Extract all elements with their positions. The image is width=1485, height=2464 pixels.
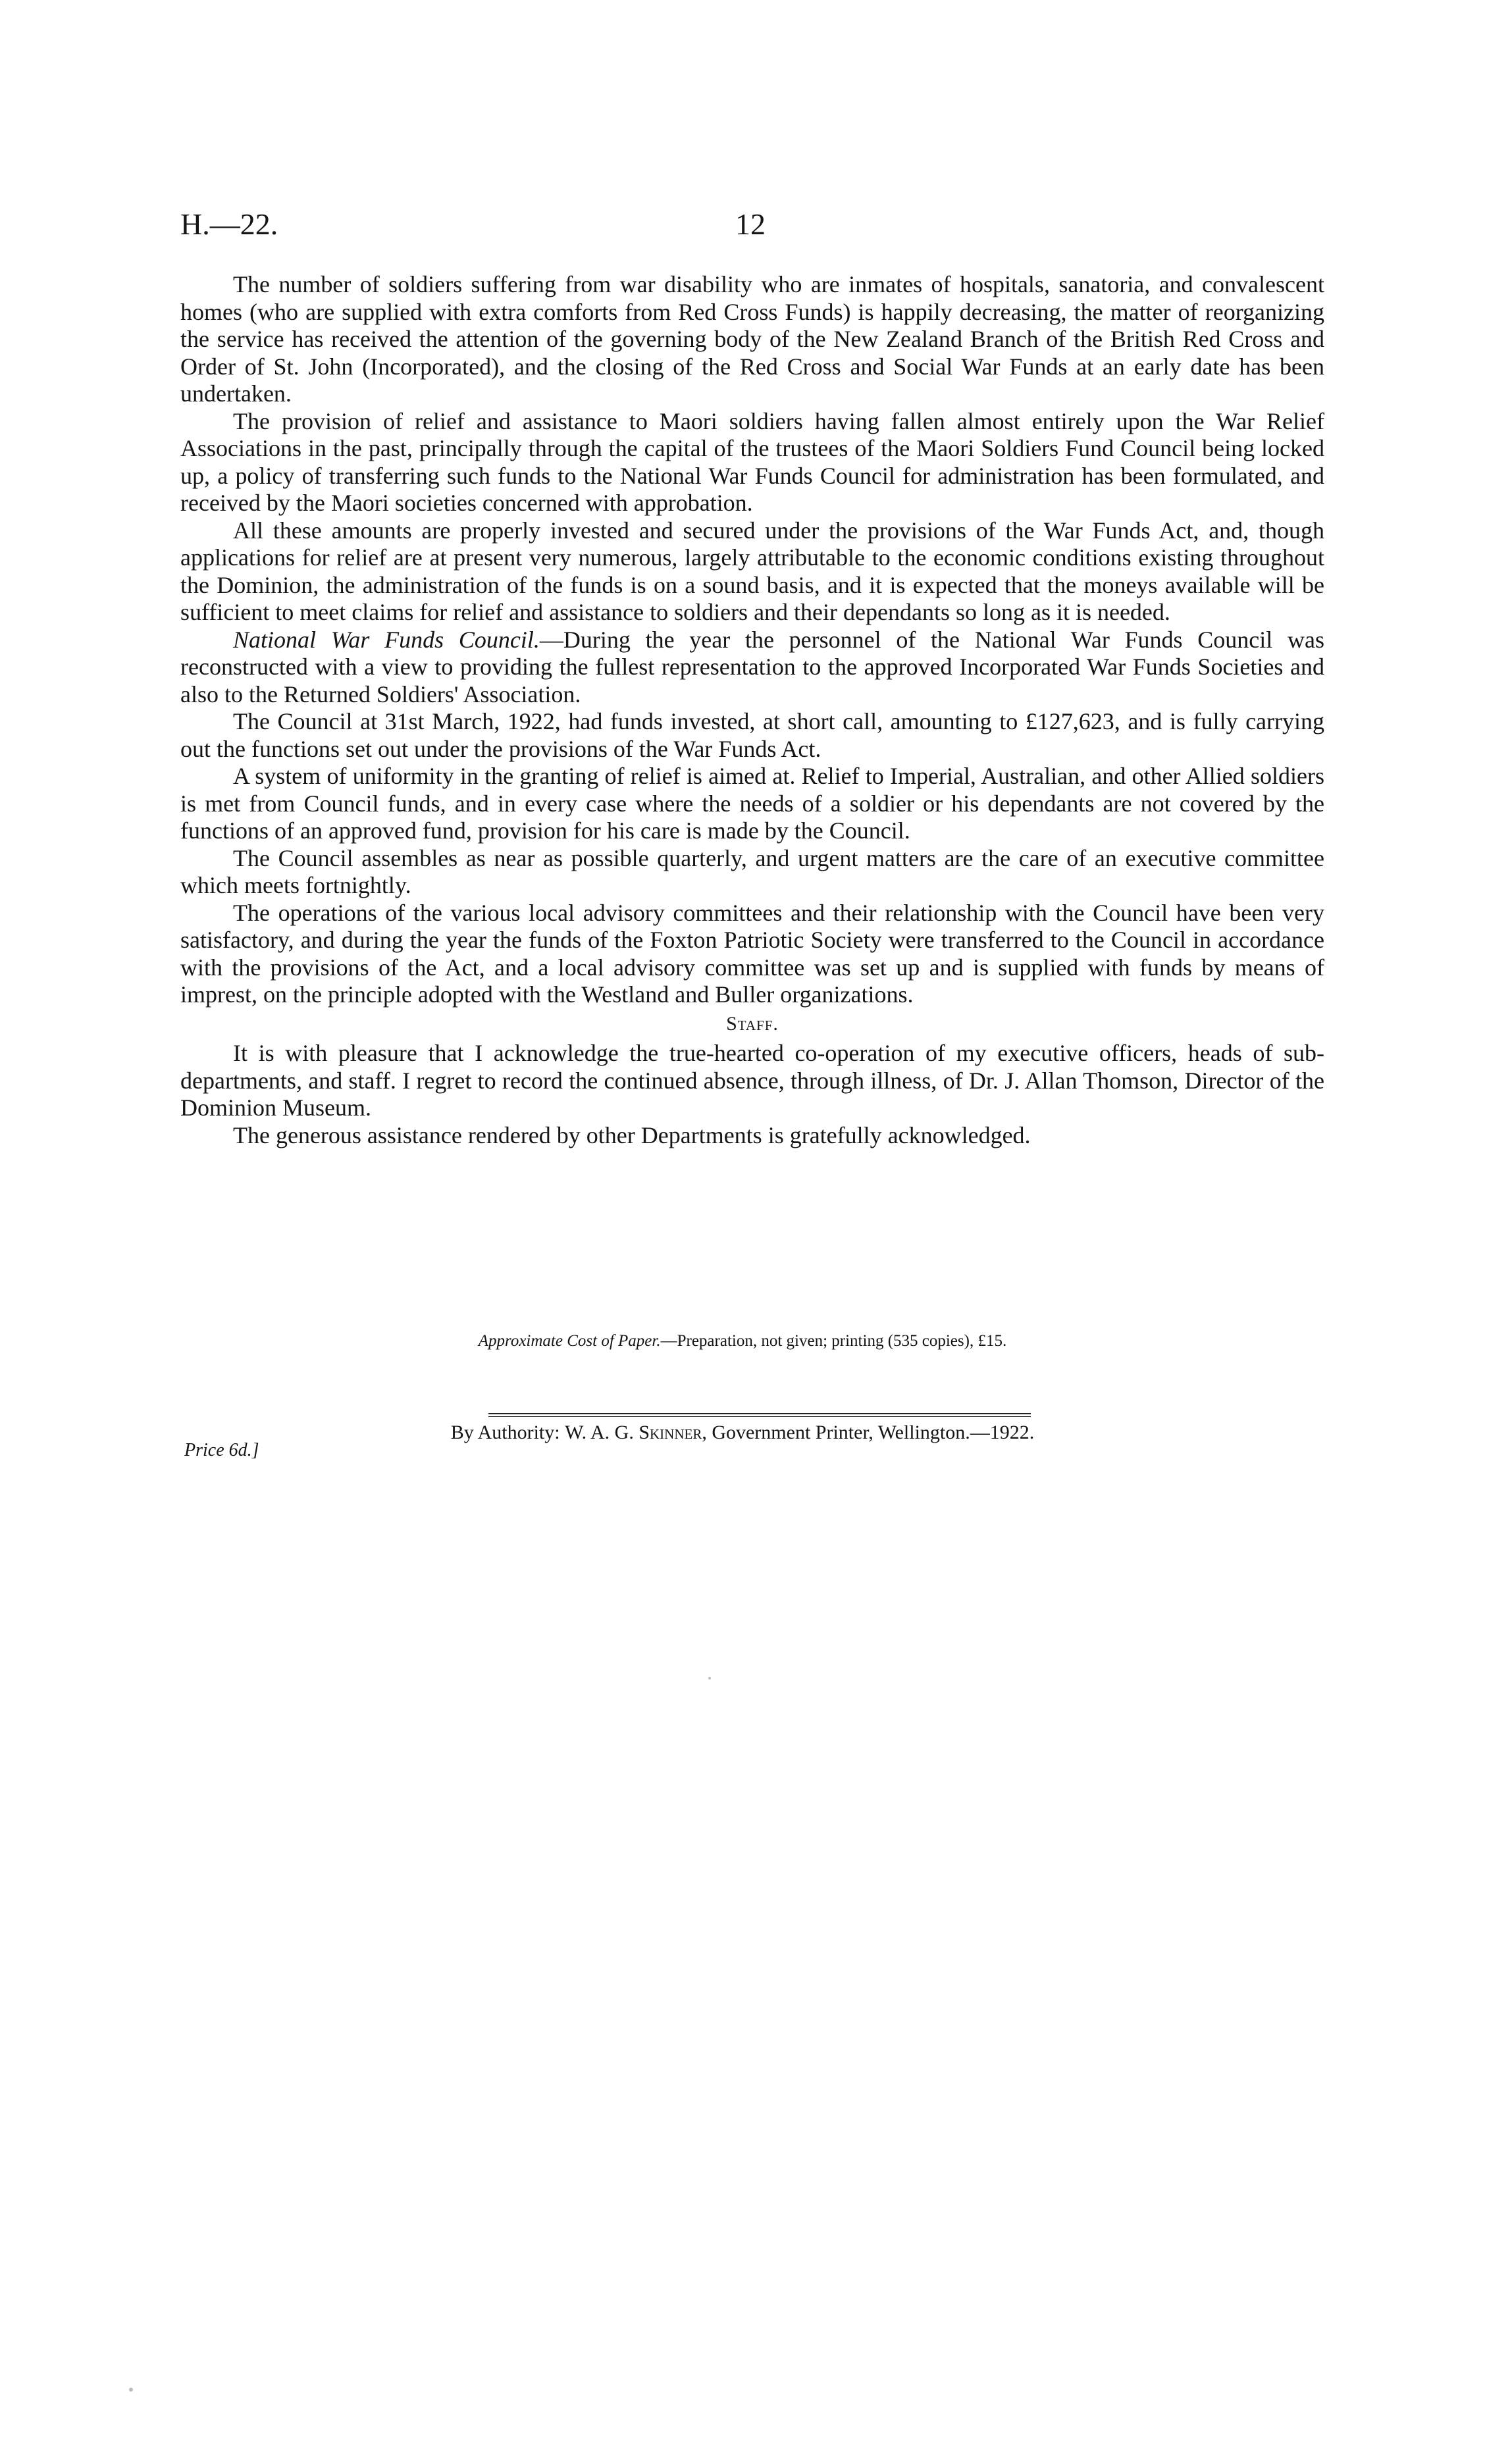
cost-label: Approximate Cost of Paper. [478, 1332, 661, 1350]
divider-rule [488, 1413, 1031, 1417]
scan-speck [129, 2388, 133, 2392]
page-header [180, 207, 1320, 246]
body-text [180, 271, 1324, 1149]
paragraph: It is with pleasure that I acknowledge the true-hearted co-operation of my executive officers, heads of sub-departments, and staff. I regret to record the continued absence, through illness, of Dr. J. Allan Thomson, Director of the Dominion Museum. [180, 1040, 1324, 1121]
paragraph: A system of uniformity in the granting of relief is aimed at. Relief to Imperial, Australian, and other Allied soldiers is met from Council funds, and in every case where the needs of a soldier or his dependants are not covered by the functions of an approved fund, provision for his care is made by the Council. [180, 763, 1324, 844]
cost-note [0, 1332, 1485, 1350]
cost-text: —Preparation, not given; printing (535 copies), £15. [660, 1332, 1007, 1350]
paragraph: The Council assembles as near as possible quarterly, and urgent matters are the care of an executive committee which meets fortnightly. [180, 844, 1324, 898]
paragraph: All these amounts are properly invested and secured under the provisions of the War Funds Act, and, though applications for relief are at present very numerous, largely attributable to the economic conditions existing throughout the Dominion, the administration of the funds is on a sound basis, and it is expected that the moneys available will be sufficient to meet claims for relief and assistance to soldiers and their dependants so long as it is needed. [180, 517, 1324, 625]
paragraph-body: —During the year the personnel of the National War Funds Council was reconstructed with a view to providing the fullest representation to the approved Incorporated War Funds Societies and also to the Returned Soldiers' Association. [180, 626, 1324, 707]
paragraph: The operations of the various local advisory committees and their relationship with the Council have been very satisfactory, and during the year the funds of the Foxton Patriotic Society were transferred to the Council in accordance with the provisions of the Act, and a local advisory committee was set up and is supplied with funds by means of imprest, on the principle adopted with the Westland and Buller organizations. [180, 899, 1324, 1008]
paragraph-lead: National War Funds Council. [233, 626, 540, 653]
staff-heading: Staff. [726, 1012, 779, 1035]
paragraph: The number of soldiers suffering from war disability who are inmates of hospitals, sanatoria, and convalescent homes (who are supplied with extra comforts from Red Cross Funds) is happily decreasing, the matter of reorganizing the service has received the attention of the governing body of the New Zealand Branch of the British Red Cross and Order of St. John (Incorporated), and the closing of the Red Cross and Social War Funds at an early date has been undertaken. [180, 271, 1324, 407]
scan-speck [708, 1677, 711, 1680]
authority-suffix: , Government Printer, Wellington.—1922. [702, 1422, 1035, 1443]
authority-prefix: By Authority: [450, 1422, 565, 1443]
paragraph: The generous assistance rendered by other Departments is gratefully acknowledged. [233, 1121, 1031, 1148]
document-code: H.—22. [180, 207, 278, 241]
paragraph [180, 627, 1324, 709]
paragraph: The Council at 31st March, 1922, had funds invested, at short call, amounting to £127,623, and is fully carrying out the functions set out under the provisions of the War Funds Act. [180, 708, 1324, 762]
paragraph: The provision of relief and assistance to Maori soldiers having fallen almost entirely upon the War Relief Associations in the past, principally through the capital of the trustees of the Maori Soldiers Fund Council being locked up, a policy of transferring such funds to the National War Funds Council for administration has been formulated, and received by the Maori societies concerned with approbation. [180, 407, 1324, 516]
page-number: 12 [735, 207, 766, 241]
printer-name: W. A. G. Skinner [565, 1422, 702, 1443]
price-note: Price 6d.] [184, 1440, 259, 1460]
